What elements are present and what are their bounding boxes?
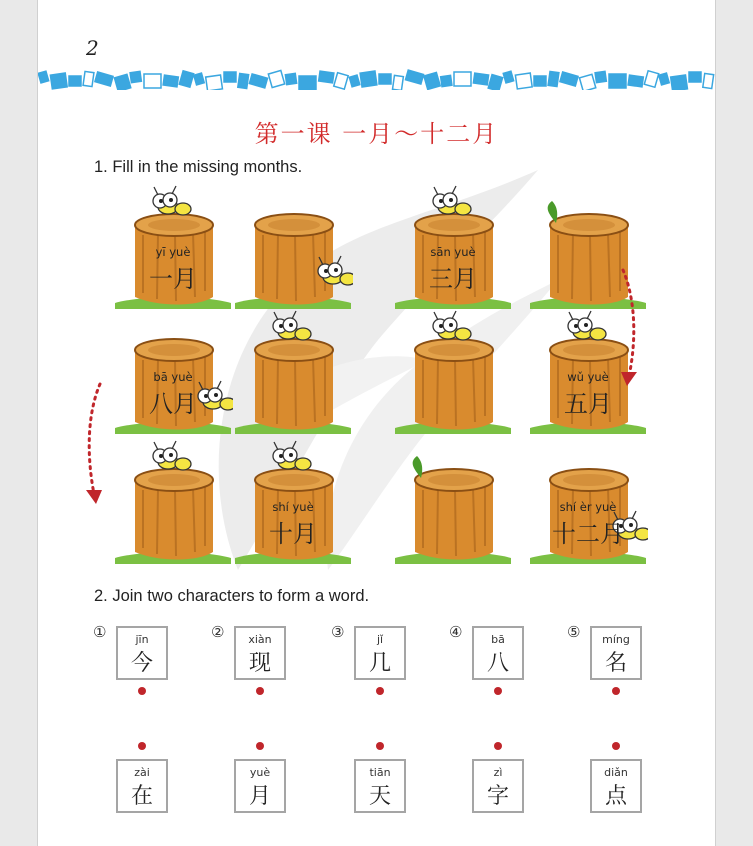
month-pinyin: wǔ yuè (567, 370, 609, 384)
tree-stump (393, 440, 513, 560)
lesson-title: 第一课 一月～十二月 (254, 120, 499, 148)
card-hanzi: 在 (130, 784, 153, 809)
month-hanzi: 十月 (269, 520, 317, 548)
connect-dot-top[interactable] (376, 687, 384, 695)
tree-stump (233, 185, 353, 305)
card-hanzi: 名 (604, 651, 627, 676)
item-number: ③ (331, 623, 345, 641)
month-pinyin: shí yuè (272, 500, 314, 514)
card-hanzi: 今 (130, 651, 153, 676)
tree-stump (113, 440, 233, 560)
month-hanzi: 五月 (564, 390, 612, 418)
bottom-character-card (234, 759, 286, 813)
month-hanzi: 三月 (429, 265, 477, 293)
card-hanzi: 点 (604, 784, 627, 809)
card-pinyin: jīn (135, 633, 149, 646)
bottom-character-card (472, 759, 524, 813)
tree-stump (393, 185, 513, 305)
dotted-arrow-right (613, 268, 643, 388)
card-hanzi: 月 (248, 784, 271, 809)
card-pinyin: zì (493, 766, 503, 779)
month-hanzi: 一月 (149, 265, 197, 293)
connect-dot-top[interactable] (494, 687, 502, 695)
month-pinyin: shí èr yuè (559, 500, 617, 514)
bottom-character-card (354, 759, 406, 813)
month-hanzi: 八月 (149, 390, 197, 418)
tree-stump (113, 310, 233, 430)
card-pinyin: bā (491, 633, 505, 646)
q2-instruction: 2. Join two characters to form a word. (94, 587, 370, 605)
connect-dot-bottom[interactable] (494, 742, 502, 750)
tree-stump (233, 440, 353, 560)
top-character-card (590, 626, 642, 680)
card-pinyin: diǎn (604, 766, 628, 779)
card-pinyin: tiān (369, 766, 391, 779)
tree-stump (528, 440, 648, 560)
bottom-character-card (590, 759, 642, 813)
q1-instruction: 1. Fill in the missing months. (94, 158, 303, 176)
month-hanzi: 十二月 (552, 520, 624, 548)
connect-dot-bottom[interactable] (612, 742, 620, 750)
card-hanzi: 八 (486, 651, 509, 676)
card-hanzi: 天 (368, 784, 391, 809)
connect-dot-top[interactable] (138, 687, 146, 695)
tree-stump (113, 185, 233, 305)
connect-dot-bottom[interactable] (138, 742, 146, 750)
item-number: ④ (449, 623, 463, 641)
connect-dot-bottom[interactable] (376, 742, 384, 750)
top-character-card (354, 626, 406, 680)
item-number: ① (93, 623, 107, 641)
month-pinyin: sān yuè (430, 245, 476, 259)
card-hanzi: 现 (248, 651, 271, 676)
connect-dot-top[interactable] (612, 687, 620, 695)
item-number: ⑤ (567, 623, 581, 641)
tree-stump (393, 310, 513, 430)
connect-dot-top[interactable] (256, 687, 264, 695)
item-number: ② (211, 623, 225, 641)
top-character-card (234, 626, 286, 680)
card-pinyin: míng (602, 633, 630, 646)
card-pinyin: xiàn (248, 633, 272, 646)
page-number: 2 (86, 36, 99, 60)
decorative-border (38, 68, 715, 90)
bottom-character-card (116, 759, 168, 813)
month-pinyin: yī yuè (155, 245, 191, 259)
card-pinyin: jǐ (376, 633, 384, 646)
dotted-arrow-left (80, 382, 110, 508)
card-pinyin: zài (134, 766, 150, 779)
top-character-card (472, 626, 524, 680)
card-pinyin: yuè (249, 766, 271, 779)
workbook-page (37, 0, 716, 846)
top-character-card (116, 626, 168, 680)
tree-stump (233, 310, 353, 430)
connect-dot-bottom[interactable] (256, 742, 264, 750)
card-hanzi: 字 (486, 784, 509, 809)
month-pinyin: bā yuè (153, 370, 193, 384)
card-hanzi: 几 (368, 651, 391, 676)
